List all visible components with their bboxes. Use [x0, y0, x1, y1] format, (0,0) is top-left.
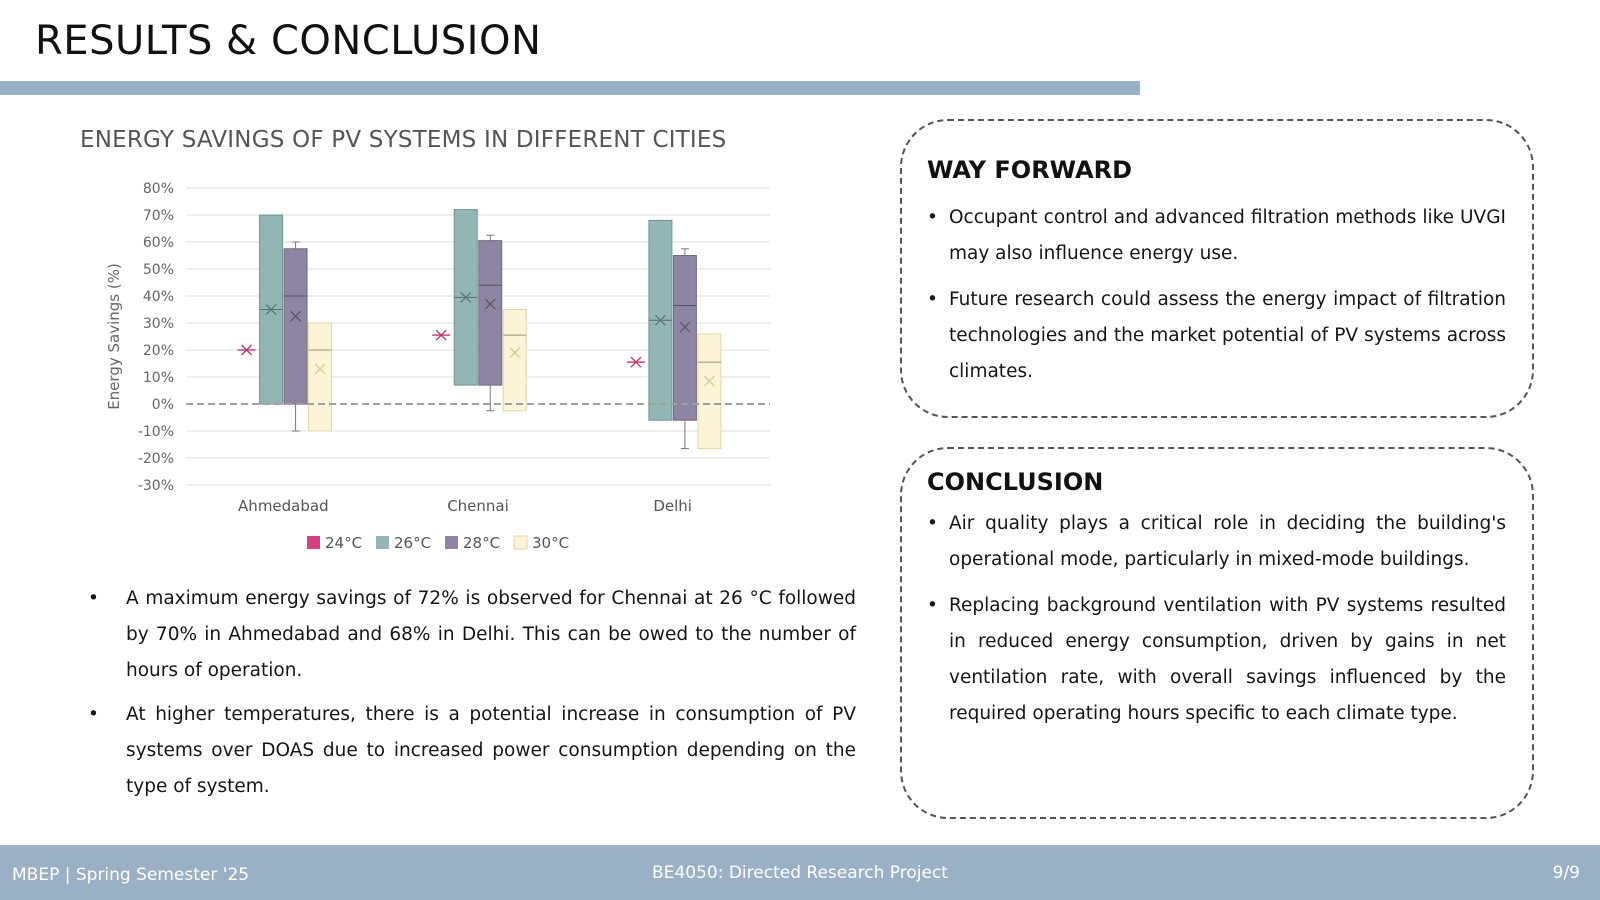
box-chennai: [479, 241, 502, 385]
legend-label: 24°C: [325, 534, 363, 552]
legend-swatch: [445, 536, 458, 549]
chart-title: ENERGY SAVINGS OF PV SYSTEMS IN DIFFERENT CITIES: [80, 127, 727, 153]
findings-list: [88, 581, 856, 813]
conclusion-panel: [900, 447, 1534, 819]
y-tick-label: 0%: [151, 397, 174, 413]
box-ahmedabad: [284, 249, 307, 404]
legend-swatch: [307, 536, 320, 549]
y-tick-label: -10%: [137, 424, 174, 440]
legend-swatch: [514, 536, 527, 549]
conclusion-title: CONCLUSION: [927, 468, 1104, 496]
y-tick-label: 70%: [142, 208, 174, 224]
conclusion-list: [927, 506, 1506, 742]
page-number: 9/9: [1552, 863, 1580, 883]
footer-course-info: MBEP | Spring Semester '25: [12, 865, 250, 885]
x-tick-label: Ahmedabad: [238, 497, 329, 515]
conclusion-item: • Replacing background ventilation with PV systems resulted in reduced energy consumption, driven by gains in net ventilation rate, with overall savings influenced by the required operating hours specific to each climate type.: [927, 588, 1506, 732]
energy-savings-box-chart: [100, 175, 800, 560]
x-tick-label: Delhi: [653, 497, 692, 515]
title-accent-bar: [0, 81, 1140, 95]
legend-label: 28°C: [463, 534, 501, 552]
y-tick-label: 10%: [142, 370, 174, 386]
y-tick-label: -20%: [137, 451, 174, 467]
y-tick-label: 20%: [142, 343, 174, 359]
legend-label: 30°C: [532, 534, 570, 552]
box-delhi: [698, 334, 721, 449]
footer-bar: [0, 845, 1600, 900]
box-ahmedabad: [309, 323, 332, 431]
y-tick-label: 30%: [142, 316, 174, 332]
box-chennai: [503, 310, 526, 411]
legend-label: 26°C: [394, 534, 432, 552]
way-forward-title: WAY FORWARD: [927, 156, 1133, 184]
finding-item: • A maximum energy savings of 72% is observed for Chennai at 26 °C followed by 70% in Ahmedabad and 68% in Delhi. This can be owed to the number of hours of operation.: [88, 581, 856, 689]
x-tick-label: Chennai: [447, 497, 509, 515]
y-tick-label: 80%: [142, 181, 174, 197]
y-tick-label: -30%: [137, 478, 174, 494]
box-delhi: [673, 256, 696, 421]
finding-item: • At higher temperatures, there is a potential increase in consumption of PV systems over DOAS due to increased power consumption depending on the type of system.: [88, 697, 856, 805]
footer-project-title: BE4050: Directed Research Project: [652, 863, 948, 883]
legend-swatch: [376, 536, 389, 549]
y-tick-label: 50%: [142, 262, 174, 278]
way-forward-item: • Occupant control and advanced filtration methods like UVGI may also influence energy use.: [927, 200, 1506, 272]
slide-title: RESULTS & CONCLUSION: [35, 18, 542, 64]
way-forward-panel: [900, 119, 1534, 418]
y-tick-label: 40%: [142, 289, 174, 305]
way-forward-item: • Future research could assess the energy impact of filtration technologies and the market potential of PV systems across climates.: [927, 282, 1506, 390]
conclusion-item: • Air quality plays a critical role in deciding the building's operational mode, particularly in mixed-mode buildings.: [927, 506, 1506, 578]
y-tick-label: 60%: [142, 235, 174, 251]
way-forward-list: [927, 200, 1506, 400]
y-axis-label: Energy Savings (%): [105, 263, 123, 410]
